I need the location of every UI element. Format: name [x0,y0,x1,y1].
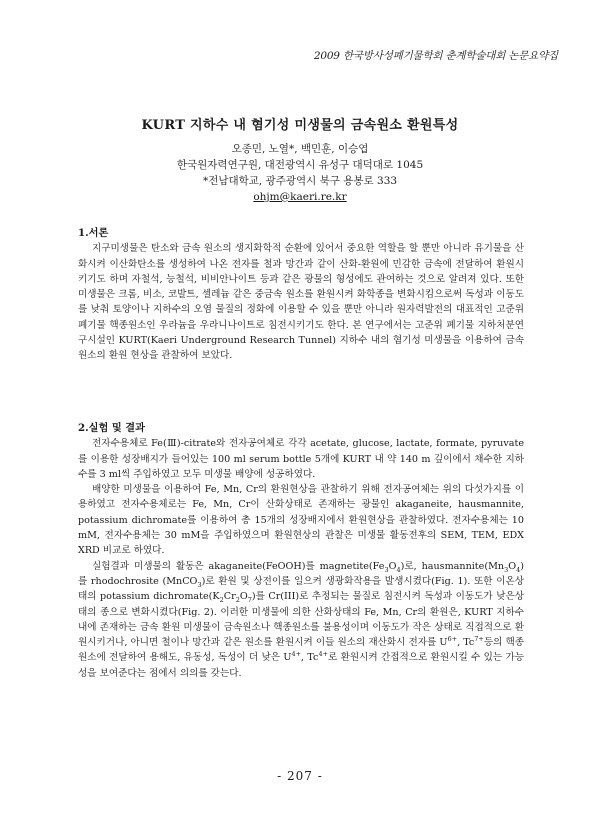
experiment-paragraph-2: 배양한 미생물을 이용하여 Fe, Mn, Cr의 환원현상을 관찰하기 위해 전자공여체는 위의 다섯가지를 이용하였고 전자수용체로는 Fe, Mn, Cr이 산화상태로 존재하는 광물인 akaganeite, hausmannite, potassium dichromate를 이용하여 총 15개의 성장배지에서 환원현상을 관찰하였다. 전자수용체는 10 mM, 전자수용체는 30 mM을 주입하였으며 환원현상의 관찰은 미생물 활동전후의 SEM, TEM, EDX XRD 비교로 하였다. [78,484,524,557]
author-names: 오종민, 노열*, 백민훈, 이승엽 [231,143,369,155]
page-number: - 207 - [277,769,323,783]
author-block [0,141,600,205]
section-introduction [78,226,524,364]
affiliation-1: 한국원자력연구원, 대전광역시 유성구 대덕대로 1045 [176,159,424,171]
experiment-paragraph-1: 전자수용체로 Fe(Ⅲ)-citrate와 전자공여체로 각각 acetate, glucose, lactate, formate, pyruvate를 이용한 성장배지가 들어있는 100 ml serum bottle 5개에 KURT 내 약 140 m 깊이에서 채수한 지하수를 3 ml씩 주입하였고 모두 미생물 배양에 성공하였다. [78,438,524,480]
affiliation-2: *전남대학교, 광주광역시 북구 용봉로 333 [202,175,398,187]
conference-header: 2009 한국방사성폐기물학회 춘계학술대회 논문요약집 [313,50,558,62]
experiment-paragraph-3: 실험결과 미생물의 활동은 akaganeite(FeOOH)를 $magnetite(Fe_3O_4)$로, $hausmannite(Mn_3O_4)$를 rhodochrosite (MnCO$_3$)로 환원 및 상전이를 일으켜 생광화작용을 발생시켰다(Fig. 1). 또한 이온상태의 potassium $dichromate(K_2Cr_2O_7)$를 Cr(III)로 추정되는 물질로 침전시켜 독성과 이동도가 낮은상태의 종으로 변화시켰다(Fig. 2). 이러한 미생물에 의한 산화상태의 Fe, Mn, Cr의 환원은, KURT 지하수 내에 존재하는 금속 환원 미생물이 금속원소나 핵종원소를 불용성이며 이동도가 작은 상태로 직접적으로 환원시키거나, 아니면 철이나 망간과 같은 원소를 환원시켜 이들 원소의 재산화시 전자를 $U^{6+}$, $Tc^{7+}$등의 핵종원소에 전달하여 용해도, 유동성, 독성이 더 낮은 $U^{4+}$, $Tc^{4+}$로 환원시켜 간접적으로 환원시킬 수 있는 가능성을 보여준다는 점에서 의의를 갖는다. [78,560,525,679]
intro-paragraph: 지구미생물은 탄소와 금속 원소의 생지화학적 순환에 있어서 중요한 역할을 할 뿐만 아니라 유기물을 산화시켜 이산화탄소를 생성하여 나온 전자를 철과 망간과 같이 산화-환원에 민감한 금속에 전달하여 환원시키기도 하며 자철석, 능철석, 비비안나이트 등과 같은 광물의 형성에도 관여하는 것으로 알려져 있다. 또한 미생물은 크롬, 비소, 코발트, 셀레늄 같은 중금속 원소를 환원시켜 화학종을 변화시킴으로써 독성과 이동도를 낮춰 토양이나 지하수의 오염 물질의 정화에 이용할 수 있을 뿐만 아니라 원자력발전의 대표적인 고준위 폐기물 핵종원소인 우라늄을 우라니나이트로 침전시키기도 한다. 본 연구에서는 고준위 폐기물 지하처분연구시설인 KURT(Kaeri Underground Research Tunnel) 지하수 내의 혐기성 미생물을 이용하여 금속원소의 환원 현상을 관찰하여 보았다. [78,243,524,362]
section-heading-experiment: 2.실험 및 결과 [78,422,145,434]
author-email[interactable]: ohjm@kaeri.re.kr [253,191,347,203]
paper-title: KURT 지하수 내 혐기성 미생물의 금속원소 환원특성 [141,118,459,133]
section-heading-intro: 1.서론 [78,227,109,239]
section-experiment [78,421,524,681]
